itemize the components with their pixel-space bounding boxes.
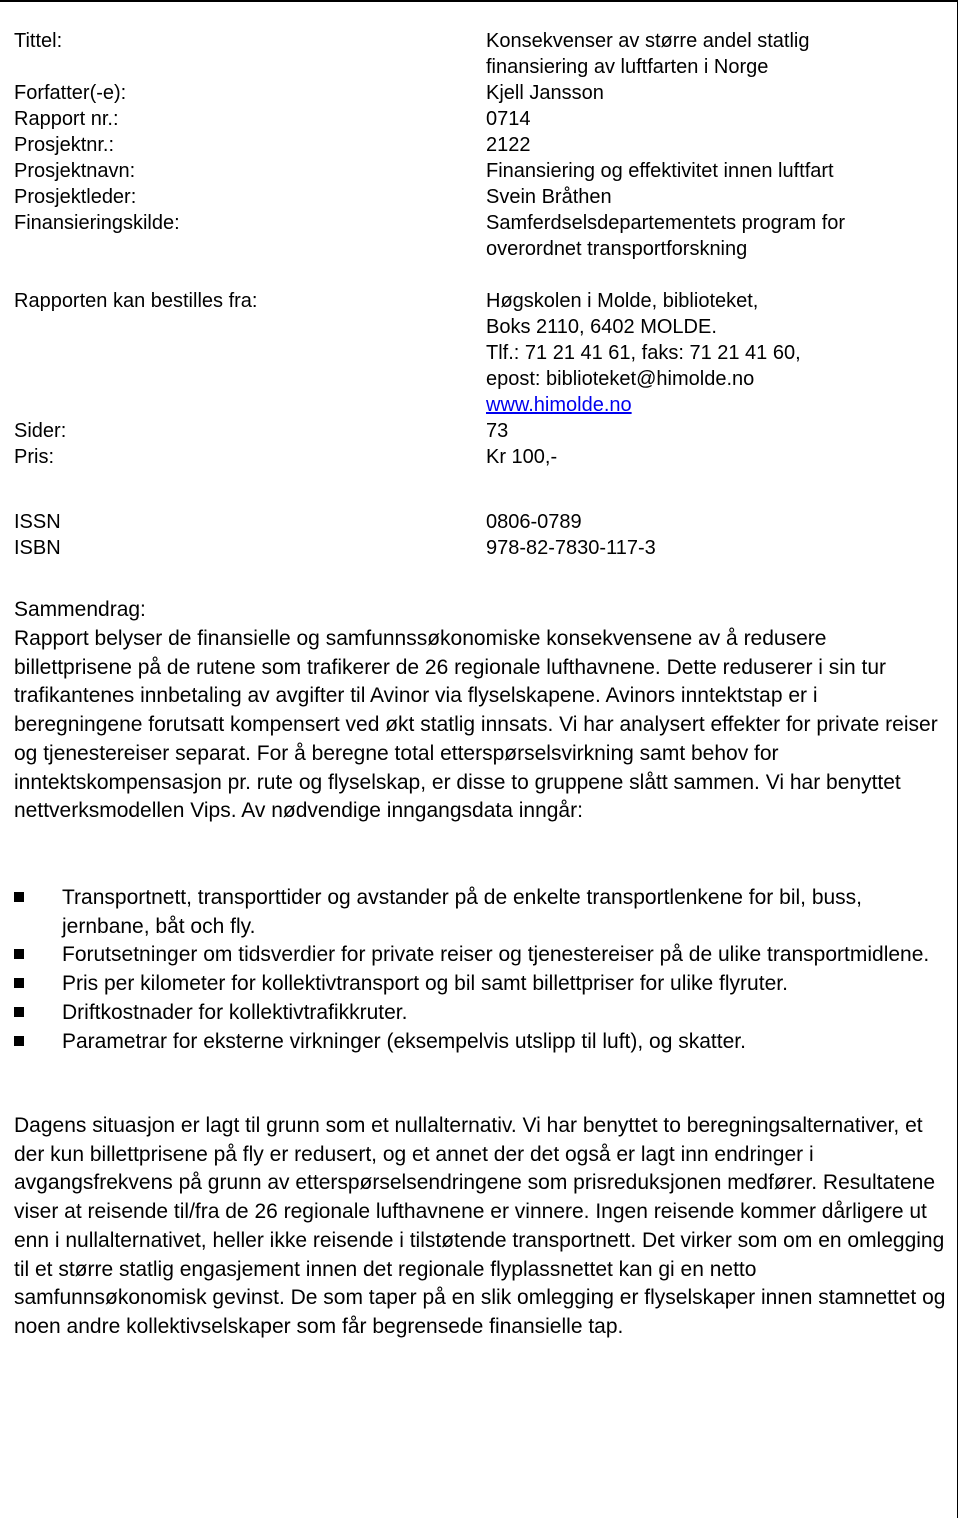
list-item <box>14 884 949 941</box>
order-line-1: Høgskolen i Molde, biblioteket, <box>486 290 759 312</box>
project-name-label: Prosjektnavn: <box>14 160 136 182</box>
summary-heading: Sammendrag: <box>14 598 146 621</box>
project-lead-value: Svein Bråthen <box>486 186 612 208</box>
funding-value-line-2: overordnet transportforskning <box>486 238 748 260</box>
report-value: 0714 <box>486 108 531 130</box>
square-bullet-icon <box>14 978 24 988</box>
title-value-line-2: finansiering av luftfarten i Norge <box>486 56 769 78</box>
issn-value: 0806-0789 <box>486 511 582 533</box>
project-nr-value: 2122 <box>486 134 531 156</box>
square-bullet-icon <box>14 1036 24 1046</box>
list-item-text: Forutsetninger om tidsverdier for private reiser og tjenestereiser på de ulike transportmidlene. <box>62 943 930 967</box>
funding-value-line-1: Samferdselsdepartementets program for <box>486 212 846 234</box>
order-line-2: Boks 2110, 6402 MOLDE. <box>486 316 717 338</box>
square-bullet-icon <box>14 892 24 902</box>
website-link[interactable]: www.himolde.no <box>486 394 632 416</box>
list-item-text: Parametrar for eksterne virkninger (eksempelvis utslipp til luft), og skatter. <box>62 1029 746 1053</box>
list-item-text: Transportnett, transporttider og avstander på de enkelte transportlenkene for bil, buss, jernbane, båt och fly. <box>62 886 863 938</box>
pages-label: Sider: <box>14 420 67 442</box>
project-name-value: Finansiering og effektivitet innen luftfart <box>486 160 834 182</box>
list-item <box>14 970 949 999</box>
project-nr-label: Prosjektnr.: <box>14 134 115 156</box>
order-line-4: epost: biblioteket@himolde.no <box>486 368 755 390</box>
website-link-wrap <box>486 392 632 418</box>
list-item <box>14 941 949 970</box>
price-value: Kr 100,- <box>486 446 558 468</box>
pages-value: 73 <box>486 420 509 442</box>
list-item-text: Pris per kilometer for kollektivtransport og bil samt billettpriser for ulike flyruter. <box>62 972 788 996</box>
isbn-label: ISBN <box>14 537 61 559</box>
title-value-line-1: Konsekvenser av større andel statlig <box>486 30 810 52</box>
project-lead-label: Prosjektleder: <box>14 186 137 208</box>
author-label: Forfatter(-e): <box>14 82 127 104</box>
isbn-value: 978-82-7830-117-3 <box>486 537 656 559</box>
title-label: Tittel: <box>14 30 63 52</box>
input-data-list <box>14 884 949 1056</box>
funding-label: Finansieringskilde: <box>14 212 180 234</box>
square-bullet-icon <box>14 949 24 959</box>
summary-paragraph-1: Rapport belyser de finansielle og samfunnssøkonomiske konsekvensene av å redusere billettprisene på de rutene som trafikerer de 26 regionale lufthavnene. Dette reduserer i sin tur trafikantenes innbetaling av avgifter til Avinor via flyselskapene. Avinors inntektstap er i beregningene forutsatt kompensert ved økt statlig innsats. Vi har analysert effekter for private reiser og tjenestereiser separat. For å beregne total etterspørselsvirkning samt behov for inntektskompensasjon pr. rute og flyselskap, er disse to gruppene slått sammen. Vi har benyttet nettverksmodellen Vips. Av nødvendige inngangsdata inngår: <box>14 627 938 823</box>
report-label: Rapport nr.: <box>14 108 119 130</box>
square-bullet-icon <box>14 1007 24 1017</box>
list-item <box>14 1028 949 1057</box>
summary-paragraph-2: Dagens situasjon er lagt til grunn som et nullalternativ. Vi har benyttet to beregningsalternativer, et der kun billettprisene på fly er redusert, og et annet der det også er lagt inn endringer i avgangsfrekvens på grunn av etterspørselsendringene som prisreduksjonen medfører. Resultatene viser at reisende til/fra de 26 regionale lufthavnene er vinnere. Ingen reisende kommer dårligere ut enn i nullalternativet, heller ikke reisende i tilstøtende transportnett. Det virker som om en omlegging til et større statlig engasjement innen det regionale flyplassnettet kan gi en netto samfunnsøkonomisk gevinst. De som taper på en slik omlegging er flyselskaper innen stamnettet og noen andre kollektivselskaper som får begrensede finansielle tap. <box>14 1114 946 1338</box>
list-item <box>14 999 949 1028</box>
issn-label: ISSN <box>14 511 61 533</box>
price-label: Pris: <box>14 446 54 468</box>
order-label: Rapporten kan bestilles fra: <box>14 290 258 312</box>
order-line-3: Tlf.: 71 21 41 61, faks: 71 21 41 60, <box>486 342 801 364</box>
author-value: Kjell Jansson <box>486 82 604 104</box>
list-item-text: Driftkostnader for kollektivtrafikkruter. <box>62 1000 408 1024</box>
